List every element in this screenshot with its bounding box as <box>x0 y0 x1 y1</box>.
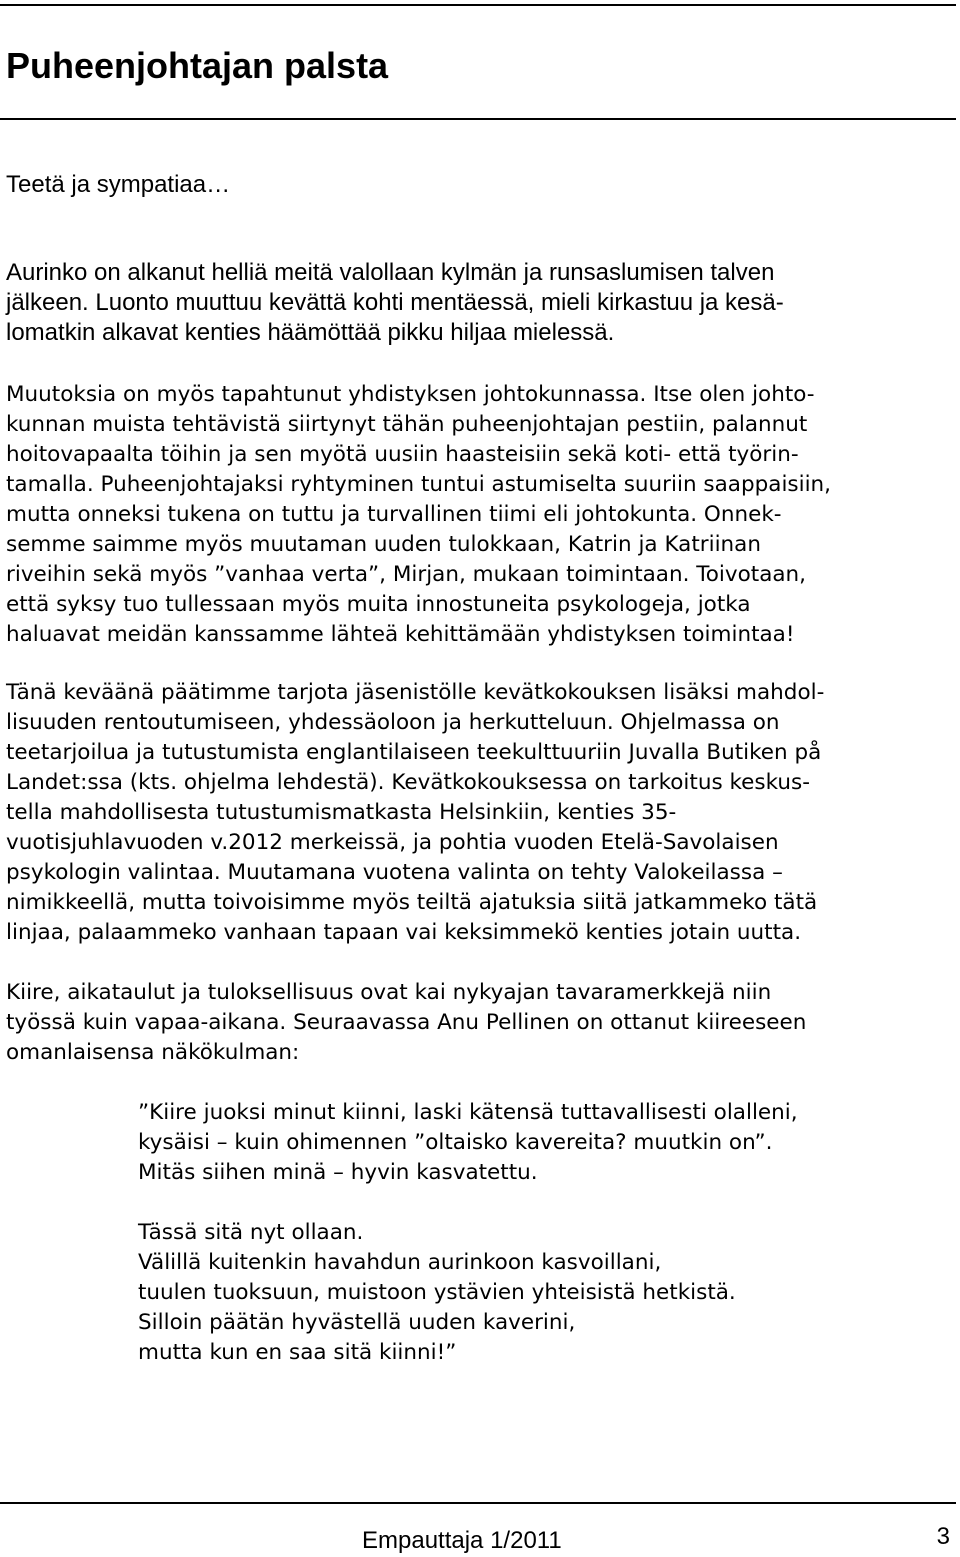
text-line: semme saimme myös muutaman uuden tulokkaan, Katrin ja Katriinan <box>6 532 761 557</box>
poem-line: tuulen tuoksuun, muistoon ystävien yhteisistä hetkistä. <box>138 1280 736 1305</box>
title-divider <box>0 118 956 120</box>
poem-line: Mitäs siihen minä – hyvin kasvatettu. <box>138 1160 538 1185</box>
text-line: linjaa, palaammeko vanhaan tapaan vai keksimmekö kenties jotain uutta. <box>6 920 802 945</box>
text-line: työssä kuin vapaa-aikana. Seuraavassa Anu Pellinen on ottanut kiireeseen <box>6 1010 807 1035</box>
top-rule <box>0 4 956 6</box>
text-line: haluavat meidän kanssamme lähteä kehittämään yhdistyksen toimintaa! <box>6 622 795 647</box>
text-line: Tänä keväänä päätimme tarjota jäsenistölle kevätkokouksen lisäksi mahdol- <box>6 680 825 705</box>
poem-line: kysäisi – kuin ohimennen ”oltaisko kavereita? muutkin on”. <box>138 1130 773 1155</box>
text-line: hoitovapaalta töihin ja sen myötä uusiin haasteisiin sekä koti- että työrin- <box>6 442 799 467</box>
column-subtitle: Teetä ja sympatiaa… <box>6 171 231 198</box>
poem-line: Tässä sitä nyt ollaan. <box>138 1220 364 1245</box>
text-line: tella mahdollisesta tutustumismatkasta Helsinkiin, kenties 35- <box>6 800 677 825</box>
paragraph-poem-intro <box>6 978 958 1068</box>
footer-publication: Empauttaja 1/2011 <box>362 1527 562 1554</box>
poem-stanza-1 <box>138 1098 798 1188</box>
text-line: omanlaisensa näkökulman: <box>6 1040 300 1065</box>
paragraph-intro <box>6 258 958 348</box>
text-line: nimikkeellä, mutta toivoisimme myös teiltä ajatuksia siitä jatkammeko tätä <box>6 890 818 915</box>
poem-line: ”Kiire juoksi minut kiinni, laski kätensä tuttavallisesti olalleni, <box>138 1100 798 1125</box>
text-line: Kiire, aikataulut ja tuloksellisuus ovat kai nykyajan tavaramerkkejä niin <box>6 980 772 1005</box>
footer-page-number: 3 <box>936 1523 950 1550</box>
text-line: lisuuden rentoutumiseen, yhdessäoloon ja herkutteluun. Ohjelmassa on <box>6 710 780 735</box>
text-line: jälkeen. Luonto muuttuu kevättä kohti mentäessä, mieli kirkastuu ja kesä- <box>6 289 784 316</box>
paragraph-spring-event <box>6 678 958 948</box>
footer-rule <box>0 1502 956 1504</box>
text-line: tamalla. Puheenjohtajaksi ryhtyminen tuntui astumiselta suuriin saappaisiin, <box>6 472 832 497</box>
text-line: kunnan muista tehtävistä siirtynyt tähän puheenjohtajan pestiin, palannut <box>6 412 808 437</box>
text-line: vuotisjuhlavuoden v.2012 merkeissä, ja pohtia vuoden Etelä-Savolaisen <box>6 830 779 855</box>
poem-stanza-2 <box>138 1218 736 1368</box>
text-line: että syksy tuo tullessaan myös muita innostuneita psykologeja, jotka <box>6 592 751 617</box>
poem-line: Silloin päätän hyvästellä uuden kaverini, <box>138 1310 576 1335</box>
poem-line: Välillä kuitenkin havahdun aurinkoon kasvoillani, <box>138 1250 662 1275</box>
text-line: teetarjoilua ja tutustumista englantilaiseen teekulttuuriin Juvalla Butiken på <box>6 740 822 765</box>
text-line: psykologin valintaa. Muutamana vuotena valinta on tehty Valokeilassa – <box>6 860 783 885</box>
text-line: Aurinko on alkanut helliä meitä valollaan kylmän ja runsaslumisen talven <box>6 259 775 286</box>
poem-line: mutta kun en saa sitä kiinni!” <box>138 1340 457 1365</box>
page-title: Puheenjohtajan palsta <box>6 45 389 86</box>
text-line: lomatkin alkavat kenties häämöttää pikku hiljaa mielessä. <box>6 319 615 346</box>
paragraph-board-changes <box>6 380 958 650</box>
text-line: mutta onneksi tukena on tuttu ja turvallinen tiimi eli johtokunta. Onnek- <box>6 502 782 527</box>
text-line: riveihin sekä myös ”vanhaa verta”, Mirjan, mukaan toimintaan. Toivotaan, <box>6 562 807 587</box>
text-line: Landet:ssa (kts. ohjelma lehdestä). Kevätkokouksessa on tarkoitus keskus- <box>6 770 810 795</box>
text-line: Muutoksia on myös tapahtunut yhdistyksen johtokunnassa. Itse olen johto- <box>6 382 815 407</box>
